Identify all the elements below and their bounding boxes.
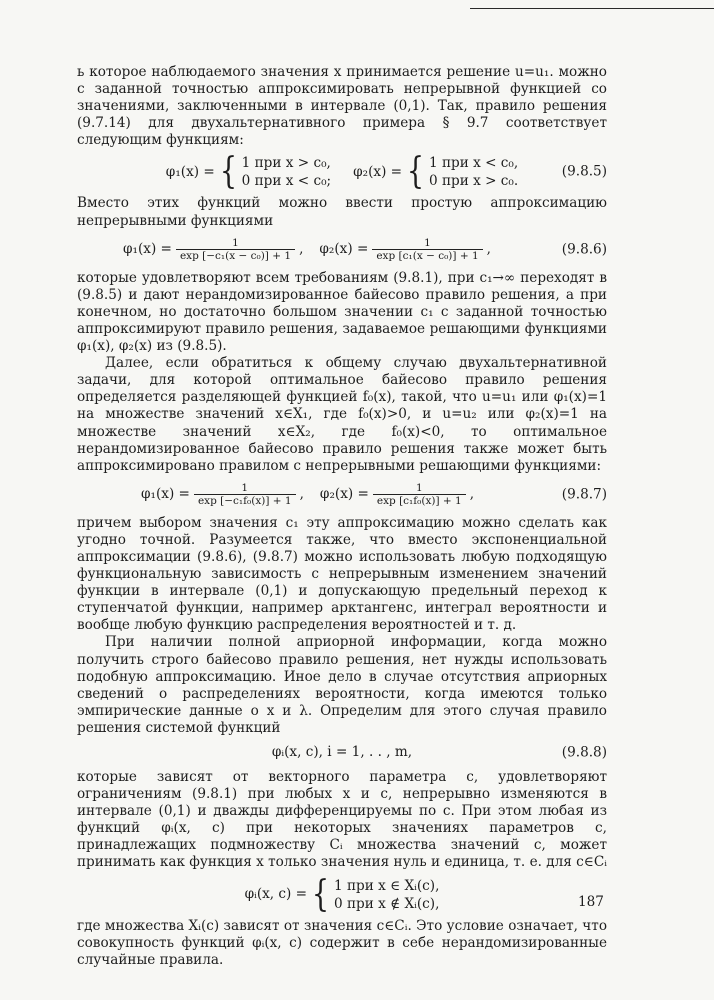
paragraph-5: причем выбором значения c₁ эту аппроксимацию можно сделать как угодно точной. Разумеется также, что вместо экспоненциальной аппроксимации (9.8.6), (9.8.7) можно использовать любую подходящую функциональную зависимость с непрерывным изменением значений функции в интервале (0,1) и допускающую предельный переход к ступенчатой функции, например арктангенс, интеграл вероятности и вообще любую функцию распределения вероятностей и т. д. (77, 514, 607, 634)
fraction (372, 237, 482, 263)
paragraph-7: которые зависят от векторного параметра c, удовлетворяют ограничениям (9.8.1) при любых x и c, непрерывно изменяются в интервале (0,1) и дважды дифференцируемы по c. При этом любая из функций φᵢ(x, c) при некоторых значениях параметров c, принадлежащих подмножеству Cᵢ множества значений c, может принимать как функция x только значения нуль и единица, т. е. для c∈Cᵢ (77, 769, 607, 871)
eq-separator: , (299, 486, 304, 503)
eq-987-phi1: φ₁(x) = (141, 486, 190, 503)
equation-number: (9.8.6) (561, 241, 607, 258)
eq-985-phi2: φ₂(x) = (353, 163, 403, 180)
eq-986-phi2: φ₂(x) = (319, 241, 369, 258)
equation-9-8-6 (77, 232, 607, 268)
numerator: 1 (241, 481, 249, 494)
page-number: 187 (578, 894, 604, 910)
eq-986-phi1: φ₁(x) = (123, 241, 172, 258)
paragraph-3: которые удовлетворяют всем требованиям (9.8.1), при c₁→∞ переходят в (9.8.5) и дают нерандомизированное байесово правило решения, а при конечном, но достаточно большом значении c₁ с заданной точностью аппроксимируют правило решения, задаваемое решающими функциями φ₁(x), φ₂(x) из (9.8.5). (77, 269, 607, 355)
fraction (373, 482, 466, 508)
equation-number: (9.8.7) (561, 486, 607, 503)
equation-number: (9.8.5) (561, 163, 607, 180)
equation-9-8-7 (77, 477, 607, 513)
numerator: 1 (424, 236, 431, 249)
denominator: exp [c₁(x − c₀)] + 1 (372, 249, 482, 263)
equation-9-8-9 (77, 874, 607, 916)
eq-separator: , (486, 241, 491, 258)
page-body (77, 64, 607, 969)
eq-989-case: 1 при x ∈ Xᵢ(c), (333, 877, 440, 894)
denominator: exp [−c₁f₀(x)] + 1 (194, 494, 296, 508)
brace-icon: { (311, 873, 330, 915)
equation-9-8-8 (77, 739, 607, 767)
eq-989-cases (334, 877, 439, 913)
eq-989-lhs: φᵢ(x, c) = (244, 886, 308, 903)
denominator: exp [−c₁(x − c₀)] + 1 (176, 249, 295, 263)
eq-separator: , (299, 241, 304, 258)
equation-9-8-5 (77, 151, 607, 193)
denominator: exp [c₁f₀(x)] + 1 (373, 494, 466, 508)
brace-icon: { (219, 151, 237, 193)
paragraph-4: Далее, если обратиться к общему случаю двухальтернативной задачи, для которой оптимальное байесово правило решения определяется разделяющей функцией f₀(x), такой, что u=u₁ или φ₁(x)=1 на множестве значений x∈X₁, где f₀(x)>0, и u=u₂ или φ₂(x)=1 на множестве значений x∈X₂, где f₀(x)<0, то оптимальное нерандомизированное байесово правило решения также может быть аппроксимировано правилом с непрерывными решающими функциями: (77, 355, 607, 474)
eq-985-cases-1 (242, 154, 331, 190)
eq-985-case: 1 при x < c₀, (428, 155, 519, 172)
eq-985-phi1: φ₁(x) = (165, 163, 215, 180)
equation-number: (9.8.8) (561, 744, 607, 761)
eq-987-phi2: φ₂(x) = (319, 486, 369, 503)
eq-985-cases-2 (429, 154, 518, 190)
eq-989-case: 0 при x ∉ Xᵢ(c), (333, 895, 440, 912)
eq-988-expr: φᵢ(x, c), i = 1, . . , m, (271, 744, 413, 761)
eq-985-case: 0 при x > c₀. (428, 173, 519, 190)
eq-separator: , (469, 486, 475, 503)
paragraph-2: Вместо этих функций можно ввести простую аппроксимацию непрерывными функциями (77, 195, 607, 229)
brace-icon: { (406, 151, 425, 193)
paragraph-1: ь которое наблюдаемого значения x принимается решение u=u₁. можно с заданной точностью аппроксимировать непрерывной функцией со значениями, заключенными в интервале (0,1). Так, правило решения (9.7.14) для двухальтернативного примера § 9.7 соответствует следующим функциям: (77, 64, 607, 149)
fraction (194, 482, 296, 508)
paragraph-6: При наличии полной априорной информации, когда можно получить строго байесово правило решения, нет нужды использовать подобную аппроксимацию. Иное дело в случае отсутствия априорных сведений о распределениях вероятности, когда имеются только эмпирические данные о x и λ. Определим для этого случая правило решения системой функций (77, 634, 607, 736)
eq-985-case: 1 при x > c₀, (241, 155, 331, 172)
eq-985-case: 0 при x < c₀; (241, 173, 332, 190)
top-rule (470, 8, 714, 9)
numerator: 1 (415, 481, 423, 494)
fraction (176, 237, 295, 263)
numerator: 1 (232, 236, 239, 249)
paragraph-8: где множества Xᵢ(c) зависят от значения c∈Cᵢ. Это условие означает, что совокупность функций φᵢ(x, c) содержит в себе нерандомизированные случайные правила. (77, 917, 607, 968)
